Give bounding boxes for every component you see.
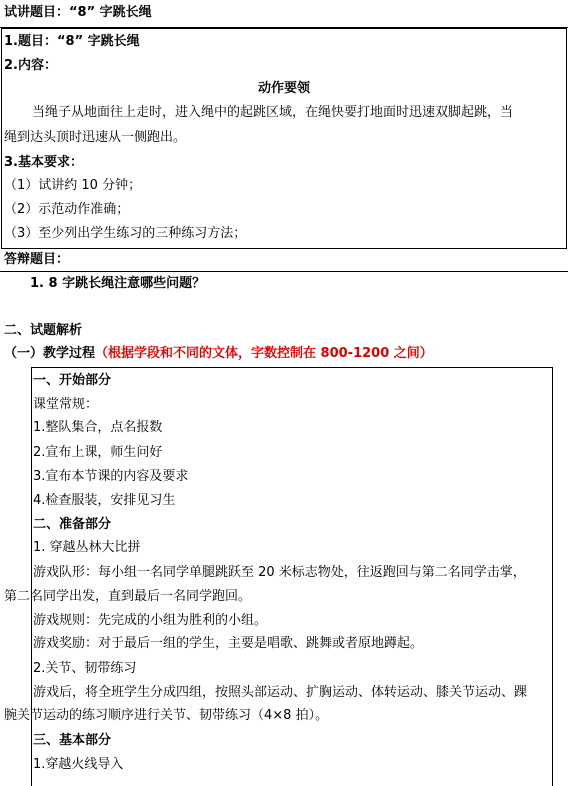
joint-exercise-line-1: 游戏后，将全班学生分成四组，按照头部运动、扩胸运动、体转运动、膝关节运动、踝 [33,685,528,700]
lecture-title: 试讲题目：“8” 字跳长绳 [4,5,152,20]
defense-divider [0,271,568,272]
game-rules: 游戏规则：先完成的小组为胜利的小组。 [33,613,268,628]
routine-item-3: 3.宣布本节课的内容及要求 [33,469,189,484]
fire-line-intro: 1.穿越火线导入 [33,757,124,772]
topic-item-3: 3.基本要求： [4,155,83,170]
requirement-2: （2）示范动作准确； [4,202,130,217]
content-paragraph-line-1: 当绳子从地面往上走时，进入绳中的起跳区域，在绳快要打地面时迅速双脚起跳，当 [32,105,514,120]
defense-title: 答辩题目： [4,252,70,267]
word-count-note: （根据学段和不同的文体，字数控制在 800-1200 之间） [95,346,433,361]
game-formation-line-2: 第二名同学出发，直到最后一名同学跑回。 [4,589,252,604]
game-title: 1. 穿越丛林大比拼 [33,540,141,555]
content-paragraph-line-2: 绳到达头顶时迅速从一侧跑出。 [4,130,187,145]
teaching-process-label: （一）教学过程 [4,346,96,361]
routine-item-4: 4.检查服装，安排见习生 [33,493,176,508]
game-formation-line-1: 游戏队形：每小组一名同学单腿跳跃至 20 米标志物处，往返跑回与第二名同学击掌， [33,565,526,580]
part1-title: 一、开始部分 [33,373,112,388]
game-reward: 游戏奖励：对于最后一组的学生，主要是唱歌、跳舞或者原地蹲起。 [33,636,424,651]
requirement-3: （3）至少列出学生练习的三种练习方法； [4,226,247,241]
requirement-1: （1）试讲约 10 分钟； [4,178,142,193]
joint-exercise-title: 2.关节、韧带练习 [33,661,137,676]
defense-question-1: 1. 8 字跳长绳注意哪些问题？ [30,276,206,291]
part3-title: 三、基本部分 [33,733,112,748]
joint-exercise-line-2: 腕关节运动的练习顺序进行关节、韧带练习（4×8 拍）。 [4,708,329,723]
analysis-section-title: 二、试题解析 [4,323,83,338]
topic-item-2: 2.内容： [4,58,57,73]
teaching-process-heading [4,344,433,364]
routine-item-1: 1.整队集合，点名报数 [33,420,163,435]
topic-item-1: 1.题目：“8” 字跳长绳 [4,34,140,49]
class-routine-label: 课堂常规： [33,397,99,412]
part2-title: 二、准备部分 [33,517,112,532]
action-essentials-heading: 动作要领 [257,81,310,96]
routine-item-2: 2.宣布上课，师生问好 [33,445,163,460]
